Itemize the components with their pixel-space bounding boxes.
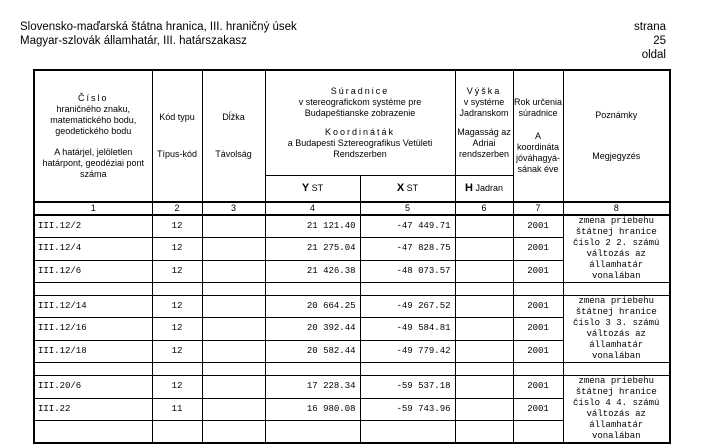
- col1-title: Číslo: [77, 92, 109, 103]
- column-number: 3: [202, 202, 265, 215]
- length: [202, 296, 265, 318]
- col6-unit: Jadran: [475, 183, 503, 194]
- type-code: 11: [152, 398, 202, 421]
- type-code: 12: [152, 260, 202, 283]
- type-code: 12: [152, 215, 202, 238]
- column-number: 6: [455, 202, 513, 215]
- point-id: III.12/18: [34, 340, 152, 362]
- length: [202, 318, 265, 340]
- length: [202, 340, 265, 362]
- col1-hungarian: A határjel, jelöletlen határpont, geodéziai pont száma: [42, 146, 145, 179]
- point-id: III.12/6: [34, 260, 152, 283]
- column-number: 7: [513, 202, 563, 215]
- length: [202, 398, 265, 421]
- col2-slovak: Kód typu: [159, 112, 195, 122]
- type-code: 12: [152, 296, 202, 318]
- col6-hungarian: Magasság az Adriai rendszerben: [457, 127, 511, 160]
- coordinates-title-slovak: Súradnice: [330, 86, 390, 97]
- type-code: 12: [152, 318, 202, 340]
- coord-y: 20 664.25: [265, 296, 360, 318]
- page-number: 25: [653, 35, 666, 47]
- table-row: [34, 296, 670, 318]
- coord-x: -48 073.57: [360, 260, 455, 283]
- coord-y: 21 426.38: [265, 260, 360, 283]
- col4-unit: ST: [311, 183, 324, 194]
- col3-header: [202, 70, 265, 202]
- year: 2001: [513, 340, 563, 362]
- point-id: III.20/6: [34, 376, 152, 399]
- page-label-slovak: strana: [634, 21, 666, 33]
- coordinates-title-hungarian: Koordináták: [324, 127, 396, 138]
- separator-row: [34, 363, 670, 376]
- col4-letter: Y: [301, 182, 310, 195]
- col5-subheader: [360, 176, 455, 202]
- col1-slovak: hraničného znaku, matematického bodu, geodetického bodu: [50, 103, 137, 136]
- table-row: [34, 376, 670, 399]
- col2-header: [152, 70, 202, 202]
- height: [455, 376, 513, 399]
- year: 2001: [513, 238, 563, 261]
- separator-row: [34, 283, 670, 296]
- col1-header: [34, 70, 152, 202]
- point-id: III.22: [34, 398, 152, 421]
- col7-hungarian: A koordináta jóváhagyá-sának éve: [515, 131, 561, 174]
- col8-slovak: Poznámky: [595, 110, 638, 120]
- table-header: [34, 70, 670, 202]
- point-id: III.12/16: [34, 318, 152, 340]
- height: [455, 398, 513, 421]
- col7-header: [513, 70, 563, 202]
- length: [202, 238, 265, 261]
- col8-hungarian: Megjegyzés: [592, 151, 641, 161]
- point-id: III.12/4: [34, 238, 152, 261]
- col5-unit: ST: [406, 183, 419, 194]
- coord-y: 21 121.40: [265, 215, 360, 238]
- height: [455, 340, 513, 362]
- length: [202, 260, 265, 283]
- column-number: 8: [563, 202, 670, 215]
- point-id: [34, 421, 152, 444]
- height: [455, 296, 513, 318]
- col4-subheader: [265, 176, 360, 202]
- height: [455, 260, 513, 283]
- year: 2001: [513, 296, 563, 318]
- column-number: 1: [34, 202, 152, 215]
- height: [455, 318, 513, 340]
- column-numbers-row: [34, 202, 670, 215]
- title-hungarian: Magyar-szlovák államhatár, III. határszakasz: [20, 35, 247, 47]
- column-number: 4: [265, 202, 360, 215]
- coordinates-header: [265, 70, 455, 176]
- change-note: zmena priebehu štátnej hranice číslo 4 4. számú változás az államhatár vonalában: [563, 376, 670, 444]
- coordinates-hungarian: a Budapesti Sztereografikus Vetületi Rendszerben: [287, 138, 433, 160]
- col3-slovak: Dĺžka: [222, 112, 245, 122]
- col8-header: [563, 70, 670, 202]
- year: 2001: [513, 318, 563, 340]
- document-title-block: [20, 20, 297, 48]
- point-id: III.12/2: [34, 215, 152, 238]
- length: [202, 376, 265, 399]
- coord-x: -59 537.18: [360, 376, 455, 399]
- coord-y: 17 228.34: [265, 376, 360, 399]
- type-code: 12: [152, 238, 202, 261]
- type-code: 12: [152, 376, 202, 399]
- type-code: 12: [152, 340, 202, 362]
- boundary-points-table: [33, 69, 671, 444]
- coord-y: 20 392.44: [265, 318, 360, 340]
- coordinates-slovak: v stereografickom systéme pre Budapeštianske zobrazenie: [298, 97, 422, 119]
- change-note: zmena priebehu štátnej hranice číslo 3 3. számú változás az államhatár vonalában: [563, 296, 670, 363]
- coord-x: -59 743.96: [360, 398, 455, 421]
- col7-slovak: Rok určenia súradnice: [513, 97, 563, 118]
- coord-x: -47 449.71: [360, 215, 455, 238]
- col6-header: [455, 70, 513, 176]
- coord-x: -49 779.42: [360, 340, 455, 362]
- year: 2001: [513, 260, 563, 283]
- point-id: III.12/14: [34, 296, 152, 318]
- year: 2001: [513, 376, 563, 399]
- coord-x: -47 828.75: [360, 238, 455, 261]
- table-row: [34, 215, 670, 238]
- coord-y: 21 275.04: [265, 238, 360, 261]
- year: 2001: [513, 398, 563, 421]
- col6-title: Výška: [466, 86, 502, 97]
- col3-hungarian: Távolság: [215, 149, 252, 159]
- coord-y: 16 980.08: [265, 398, 360, 421]
- col2-hungarian: Típus-kód: [156, 149, 198, 159]
- column-number: 2: [152, 202, 202, 215]
- coord-x: -49 267.52: [360, 296, 455, 318]
- length: [202, 215, 265, 238]
- column-number: 5: [360, 202, 455, 215]
- title-slovak: Slovensko-maďarská štátna hranica, III. hraničný úsek: [20, 21, 297, 33]
- table-body: [34, 215, 670, 443]
- col6-subheader: [455, 176, 513, 202]
- col6-slovak: v systéme Jadranskom: [459, 97, 509, 119]
- page-label-hungarian: oldal: [641, 49, 666, 61]
- coord-y: 20 582.44: [265, 340, 360, 362]
- page-number-block: [634, 20, 666, 62]
- col5-letter: X: [396, 182, 405, 195]
- coord-x: -49 584.81: [360, 318, 455, 340]
- col6-letter: H: [465, 182, 473, 195]
- change-note: zmena priebehu štátnej hranice číslo 2 2. számú változás az államhatár vonalában: [563, 215, 670, 283]
- height: [455, 238, 513, 261]
- height: [455, 215, 513, 238]
- year: 2001: [513, 215, 563, 238]
